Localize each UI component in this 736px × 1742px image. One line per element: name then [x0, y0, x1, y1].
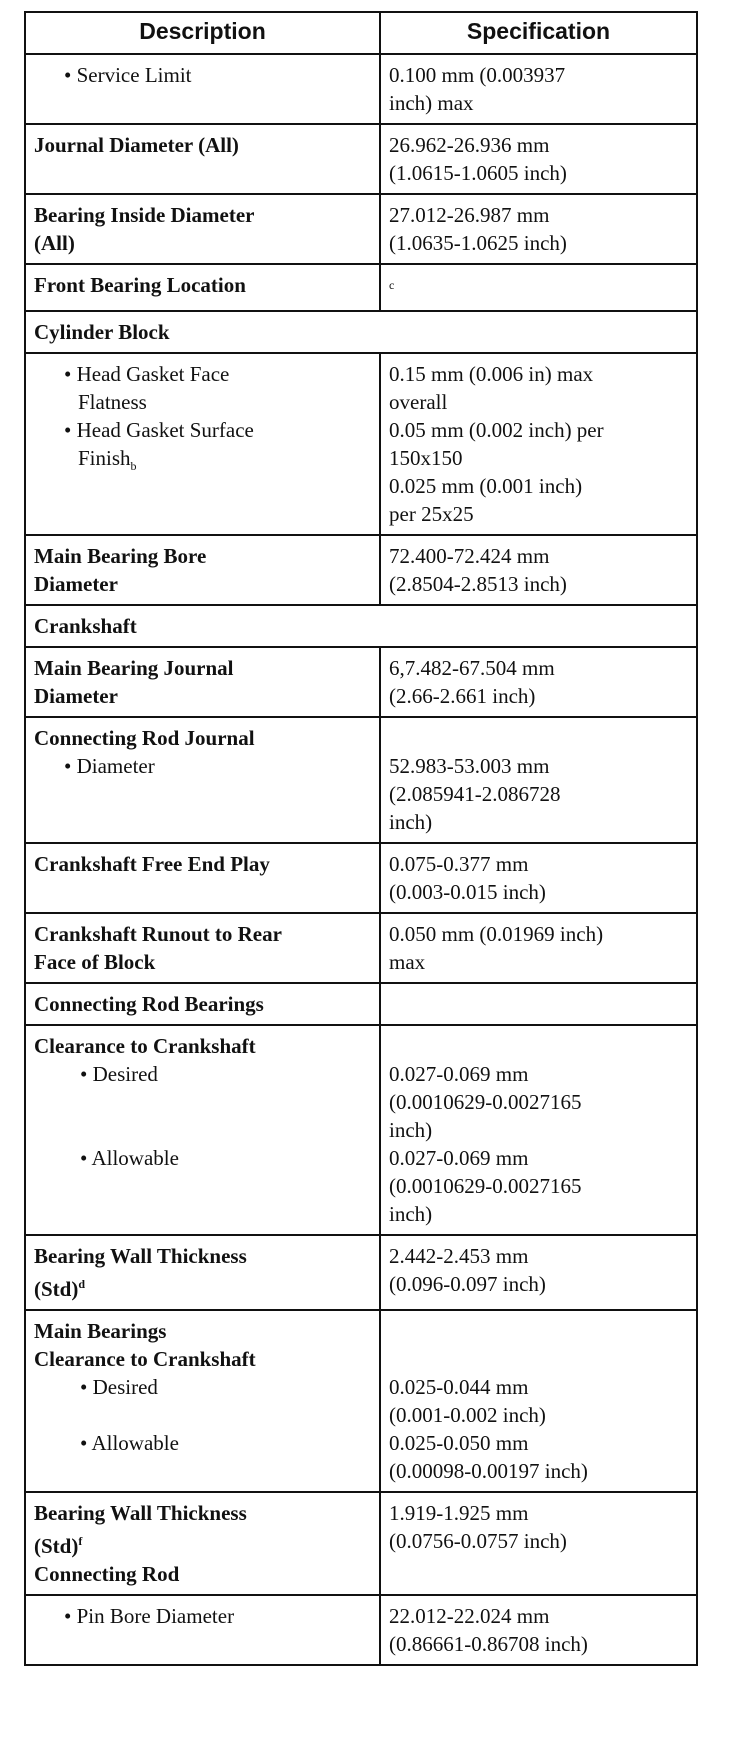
- spec-line: (2.085941-2.086728: [389, 782, 561, 806]
- spec-line: max: [389, 950, 426, 974]
- row-description: [25, 194, 380, 264]
- row-description: [25, 353, 380, 535]
- service-limit-label: • Service Limit: [64, 63, 192, 87]
- spec-line: 0.050 mm (0.01969 inch): [389, 922, 604, 946]
- desc-line: Bearing Inside Diameter: [34, 203, 255, 227]
- desc-line: (All): [34, 231, 75, 255]
- desc-line: Main Bearing Journal: [34, 656, 234, 680]
- row-specification: [380, 1310, 697, 1492]
- row-specification: [380, 647, 697, 717]
- footnote-mark: f: [78, 1534, 83, 1548]
- row-description: [25, 1310, 380, 1492]
- column-header-description: Description: [25, 12, 380, 54]
- desc-line: [34, 1270, 371, 1303]
- spec-line: (0.0010629-0.0027165: [389, 1174, 582, 1198]
- row-description: [25, 717, 380, 843]
- row-specification: [380, 1025, 697, 1235]
- footnote-mark: d: [78, 1277, 86, 1291]
- spec-line: 0.027-0.069 mm: [389, 1062, 529, 1086]
- row-specification: [380, 124, 697, 194]
- footnote-mark: b: [130, 459, 137, 474]
- table-row: [25, 1492, 697, 1595]
- spec-line: 52.983-53.003 mm: [389, 754, 550, 778]
- row-specification: [380, 1595, 697, 1665]
- spec-line: per 25x25: [389, 502, 474, 526]
- desc-line: Clearance to Crankshaft: [34, 1034, 256, 1058]
- row-specification: [380, 194, 697, 264]
- spacer: [34, 1088, 371, 1144]
- spec-line: (1.0615-1.0605 inch): [389, 161, 567, 185]
- spec-line: 22.012-22.024 mm: [389, 1604, 550, 1628]
- desc-line: Face of Block: [34, 950, 156, 974]
- section-heading: Cylinder Block: [25, 311, 697, 353]
- spec-line: (0.0756-0.0757 inch): [389, 1529, 567, 1553]
- row-description: [25, 1492, 380, 1595]
- spacer: [34, 1401, 371, 1429]
- spec-line: (2.8504-2.8513 inch): [389, 572, 567, 596]
- table-row: [25, 1235, 697, 1310]
- head-gasket-surface-label: [34, 416, 371, 480]
- spec-line: inch): [389, 1118, 433, 1142]
- desc-line: Flatness: [78, 390, 147, 414]
- section-row: [25, 605, 697, 647]
- row-specification: [380, 983, 697, 1025]
- row-specification: [380, 717, 697, 843]
- row-description: [25, 913, 380, 983]
- table-row: [25, 264, 697, 311]
- spec-line: (2.66-2.661 inch): [389, 684, 536, 708]
- spec-line: inch): [389, 1202, 433, 1226]
- spec-line: 27.012-26.987 mm: [389, 203, 550, 227]
- spec-line: (0.003-0.015 inch): [389, 880, 546, 904]
- desc-line: • Allowable: [80, 1146, 179, 1170]
- spec-line: 0.100 mm (0.003937: [389, 63, 566, 87]
- row-specification: [380, 535, 697, 605]
- spec-line: 0.05 mm (0.002 inch) per: [389, 418, 604, 442]
- desc-line: • Allowable: [80, 1431, 179, 1455]
- desc-line: Main Bearing Bore: [34, 544, 207, 568]
- table-row: [25, 717, 697, 843]
- desc-line: Diameter: [34, 684, 118, 708]
- desc-line: Clearance to Crankshaft: [34, 1347, 256, 1371]
- spec-line: inch) max: [389, 91, 474, 115]
- spec-line: (0.86661-0.86708 inch): [389, 1632, 588, 1656]
- spacer: [389, 724, 688, 752]
- table-row: [25, 1025, 697, 1235]
- desc-line: Connecting Rod: [34, 1562, 180, 1586]
- row-description: [25, 535, 380, 605]
- desc-text: (Std): [34, 1277, 79, 1301]
- spec-line: 0.025-0.050 mm: [389, 1431, 529, 1455]
- row-description: [25, 1235, 380, 1310]
- desc-line: • Head Gasket Face: [64, 362, 230, 386]
- table-header-row: [25, 12, 697, 54]
- row-description: Journal Diameter (All): [25, 124, 380, 194]
- desc-line: Finish: [78, 446, 131, 470]
- row-description: [25, 647, 380, 717]
- spec-line: 72.400-72.424 mm: [389, 544, 550, 568]
- specification-table: [24, 11, 698, 1666]
- desc-line: • Pin Bore Diameter: [64, 1604, 235, 1628]
- row-specification: [380, 843, 697, 913]
- spacer: [389, 1032, 688, 1060]
- desc-line: Bearing Wall Thickness: [34, 1244, 247, 1268]
- row-description: Connecting Rod Bearings: [25, 983, 380, 1025]
- spec-line: 150x150: [389, 446, 463, 470]
- desc-line: Bearing Wall Thickness: [34, 1501, 247, 1525]
- desc-line: [34, 1527, 371, 1560]
- desc-line: • Head Gasket Surface: [64, 418, 254, 442]
- spec-line: 1.919-1.925 mm: [389, 1501, 529, 1525]
- row-description: [25, 54, 380, 124]
- column-header-specification: Specification: [380, 12, 697, 54]
- section-row: [25, 311, 697, 353]
- table-row: [25, 913, 697, 983]
- desc-line: • Desired: [80, 1062, 158, 1086]
- desc-line: Connecting Rod Journal: [34, 726, 255, 750]
- spec-line: 0.025-0.044 mm: [389, 1375, 529, 1399]
- spacer: [389, 1317, 688, 1373]
- spec-line: 0.15 mm (0.006 in) max: [389, 362, 594, 386]
- spec-line: (0.00098-0.00197 inch): [389, 1459, 588, 1483]
- spec-line: 0.075-0.377 mm: [389, 852, 529, 876]
- row-description: [25, 1025, 380, 1235]
- spec-line: overall: [389, 390, 448, 414]
- desc-line: Diameter: [34, 572, 118, 596]
- row-description: Crankshaft Free End Play: [25, 843, 380, 913]
- spec-line: inch): [389, 810, 433, 834]
- spec-line: 0.025 mm (0.001 inch): [389, 474, 583, 498]
- table-row: [25, 843, 697, 913]
- table-row: [25, 124, 697, 194]
- row-specification: [380, 1492, 697, 1595]
- table-row: [25, 535, 697, 605]
- spec-line: (0.001-0.002 inch): [389, 1403, 546, 1427]
- row-specification: [380, 54, 697, 124]
- head-gasket-face-label: [34, 360, 371, 416]
- row-description: [25, 1595, 380, 1665]
- spec-line: 26.962-26.936 mm: [389, 133, 550, 157]
- spec-line: (0.0010629-0.0027165: [389, 1090, 582, 1114]
- desc-line: • Desired: [80, 1375, 158, 1399]
- table-row: [25, 353, 697, 535]
- table-row: [25, 647, 697, 717]
- row-specification: [380, 353, 697, 535]
- table-row: [25, 194, 697, 264]
- table-row: [25, 1310, 697, 1492]
- row-specification: [380, 1235, 697, 1310]
- footnote-mark: c: [389, 278, 395, 292]
- row-specification: [380, 913, 697, 983]
- table-row: [25, 54, 697, 124]
- table-row: [25, 1595, 697, 1665]
- table-row: [25, 983, 697, 1025]
- spec-line: 6,7.482-67.504 mm: [389, 656, 555, 680]
- desc-line: Crankshaft Runout to Rear: [34, 922, 282, 946]
- desc-line: • Diameter: [64, 754, 155, 778]
- spec-line: 2.442-2.453 mm: [389, 1244, 529, 1268]
- spec-line: (1.0635-1.0625 inch): [389, 231, 567, 255]
- section-heading: Crankshaft: [25, 605, 697, 647]
- spec-line: 0.027-0.069 mm: [389, 1146, 529, 1170]
- spec-line: (0.096-0.097 inch): [389, 1272, 546, 1296]
- desc-text: (Std): [34, 1534, 79, 1558]
- desc-line: Main Bearings: [34, 1319, 167, 1343]
- row-description: Front Bearing Location: [25, 264, 380, 311]
- row-specification: [380, 264, 697, 311]
